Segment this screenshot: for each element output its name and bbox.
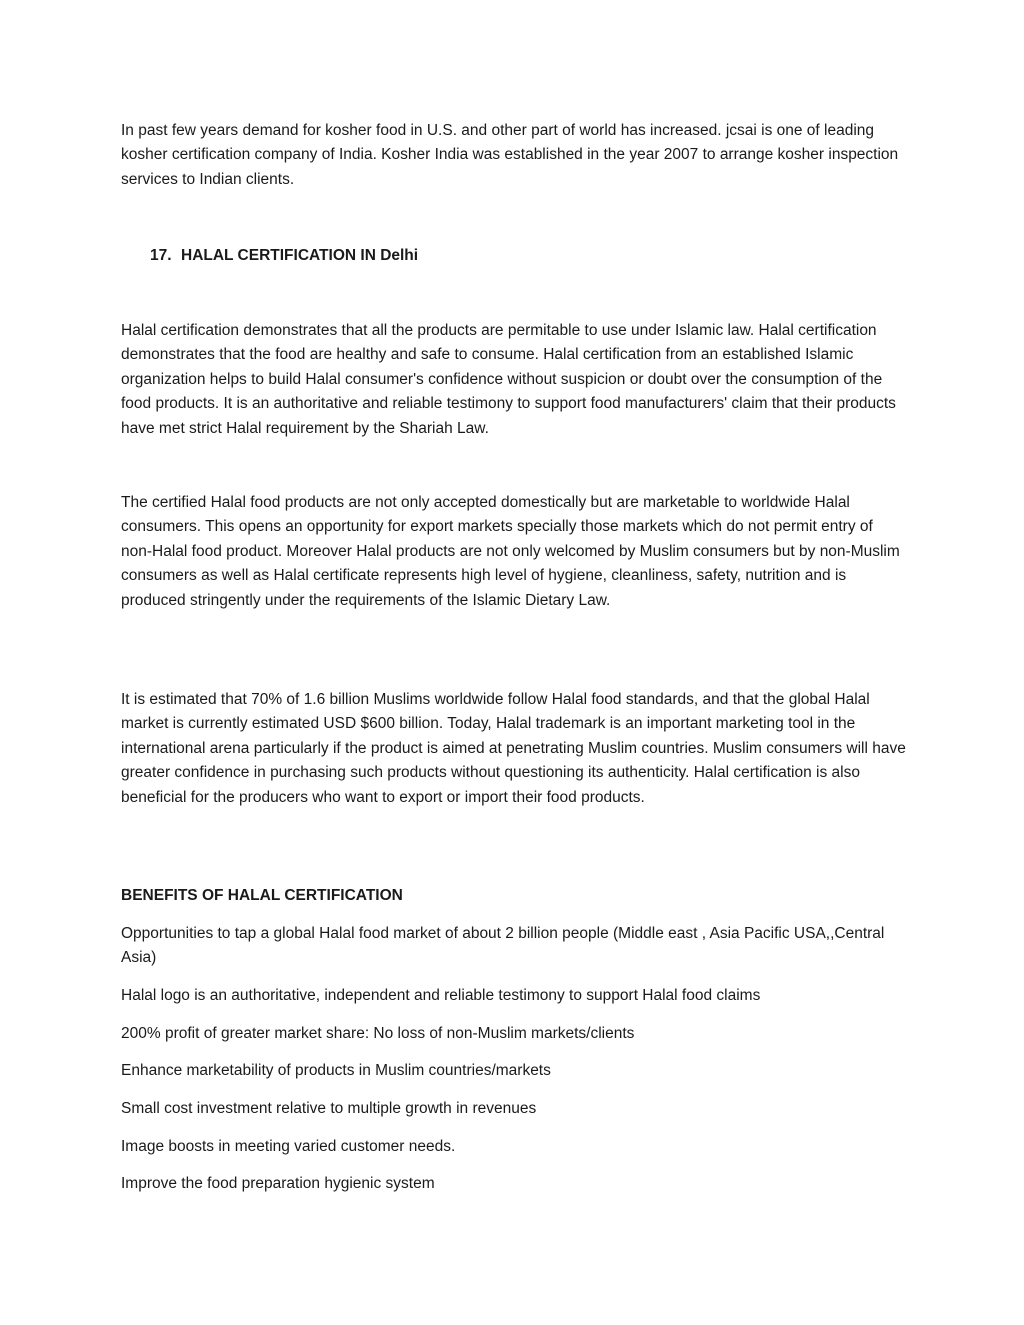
benefit-item: Opportunities to tap a global Halal food market of about 2 billion people (Middle east , Asia Pacific USA,,Central Asia)	[121, 925, 885, 967]
intro-paragraph: In past few years demand for kosher food in U.S. and other part of world has increased. jcsai is one of leading kosher certification company of India. Kosher India was established in the year 2007 to arrange kosher inspection services to Indian clients.	[121, 122, 899, 188]
benefit-item: Small cost investment relative to multiple growth in revenues	[121, 1100, 537, 1117]
section-number: 17.	[150, 247, 172, 264]
benefits-heading: BENEFITS OF HALAL CERTIFICATION	[121, 887, 403, 904]
benefit-item: 200% profit of greater market share: No loss of non-Muslim markets/clients	[121, 1025, 635, 1042]
paragraph-halal-estimate: It is estimated that 70% of 1.6 billion Muslims worldwide follow Halal food standards, and that the global Halal market is currently estimated USD $600 billion. Today, Halal trademark is an important marketing tool in the international arena particularly if the product is aimed at penetrating Muslim countries. Muslim consumers will have greater confidence in purchasing such products without questioning its authenticity. Halal certification is also beneficial for the producers who want to export or import their food products.	[121, 691, 906, 806]
section-title: HALAL CERTIFICATION IN Delhi	[181, 247, 419, 264]
benefit-item: Enhance marketability of products in Muslim countries/markets	[121, 1062, 551, 1079]
benefit-item: Image boosts in meeting varied customer needs.	[121, 1138, 456, 1155]
benefit-item: Improve the food preparation hygienic system	[121, 1175, 435, 1192]
section-heading	[150, 244, 418, 268]
paragraph-halal-definition: Halal certification demonstrates that all the products are permitable to use under Islamic law. Halal certification demonstrates that the food are healthy and safe to consume. Halal certification from an established Islamic organization helps to build Halal consumer's confidence without suspicion or doubt over the consumption of the food products. It is an authoritative and reliable testimony to support food manufacturers' claim that their products have met strict Halal requirement by the Shariah Law.	[121, 322, 896, 437]
paragraph-halal-markets: The certified Halal food products are not only accepted domestically but are marketable to worldwide Halal consumers. This opens an opportunity for export markets specially those markets which do not permit entry of non-Halal food product. Moreover Halal products are not only welcomed by Muslim consumers but by non-Muslim consumers as well as Halal certificate represents high level of hygiene, cleanliness, safety, nutrition and is produced stringently under the requirements of the Islamic Dietary Law.	[121, 494, 900, 609]
benefit-item: Halal logo is an authoritative, independent and reliable testimony to support Halal food claims	[121, 987, 761, 1004]
